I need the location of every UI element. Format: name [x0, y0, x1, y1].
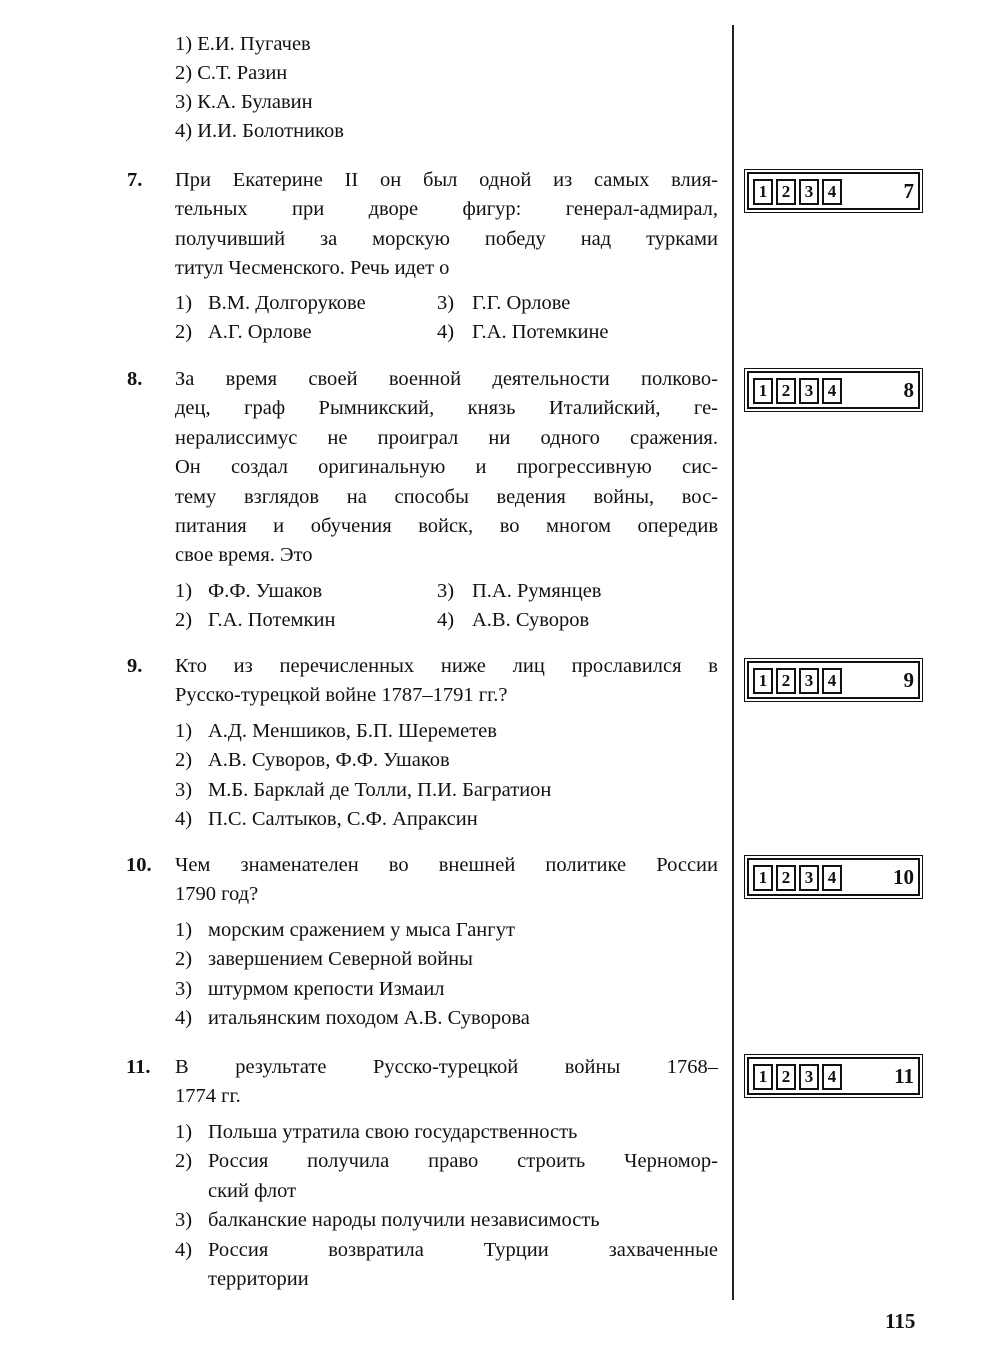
question-text-line: Кто из перечисленных ниже лиц прославился в — [175, 655, 718, 677]
option-number: 2) — [175, 1150, 193, 1173]
answer-cell-4[interactable]: 4 — [822, 179, 842, 205]
answer-cell-3[interactable]: 3 — [799, 1064, 819, 1090]
option-text: итальянским походом А.В. Суворова — [208, 1007, 530, 1030]
option-text: Россия возвратила Турции захваченные — [208, 1238, 718, 1261]
option-number: 4) — [175, 1238, 193, 1261]
question-text-line: тельных при дворе фигур: генерал-адмирал, — [175, 198, 718, 221]
option-text: завершением Северной войны — [208, 948, 473, 971]
option-text: балканские народы получили независимость — [208, 1209, 600, 1232]
question-text-line: В результате Русско-турецкой войны 1768– — [175, 1056, 718, 1078]
answer-cell-3[interactable]: 3 — [799, 668, 819, 694]
option-number: 2) — [175, 749, 193, 772]
option-number: 1) — [175, 919, 193, 941]
option-text: А.Г. Орлове — [208, 321, 312, 344]
answer-cell-2[interactable]: 2 — [776, 865, 796, 891]
answer-cells — [753, 378, 842, 404]
answer-cell-2[interactable]: 2 — [776, 668, 796, 694]
question-number: 9. — [127, 655, 143, 677]
question-number: 10. — [126, 854, 152, 876]
option-text: Г.Г. Орлове — [472, 292, 571, 314]
answer-cell-1[interactable]: 1 — [753, 1064, 773, 1090]
answer-cells — [753, 1064, 842, 1090]
question-text-line: При Екатерине II он был одной из самых влия- — [175, 169, 718, 191]
answer-box — [747, 371, 920, 409]
answer-box-number: 10 — [893, 865, 914, 889]
option-number: 1) — [175, 580, 193, 602]
answer-box-number: 11 — [894, 1064, 914, 1088]
answer-cell-1[interactable]: 1 — [753, 668, 773, 694]
question-text-line: Он создал оригинальную и прогрессивную сис- — [175, 456, 718, 479]
option-number: 3) — [175, 1209, 193, 1232]
question-text-line: дец, граф Рымникский, князь Италийский, ге- — [175, 397, 718, 420]
option-number: 2) — [175, 321, 193, 344]
option-number: 4) — [175, 808, 193, 831]
question-text-line: питания и обучения войск, во многом опередив — [175, 515, 718, 537]
answer-box-number: 9 — [903, 668, 914, 692]
question-number: 7. — [127, 169, 143, 191]
option-number: 4) — [437, 609, 455, 632]
option-text: морским сражением у мыса Гангут — [208, 919, 515, 941]
option-number: 3) — [437, 292, 455, 314]
question-text-line: 1774 гг. — [175, 1085, 241, 1108]
column-divider — [732, 25, 734, 1300]
question-text-line: получивший за морскую победу над турками — [175, 227, 718, 250]
option-line: 4) И.И. Болотников — [175, 120, 344, 142]
option-text: Польша утратила свою государственность — [208, 1121, 578, 1143]
answer-cell-4[interactable]: 4 — [822, 668, 842, 694]
answer-cells — [753, 179, 842, 205]
question-number: 11. — [126, 1056, 151, 1078]
option-number: 3) — [175, 977, 193, 1000]
answer-cells — [753, 668, 842, 694]
option-line: 3) К.А. Булавин — [175, 91, 313, 113]
answer-cell-1[interactable]: 1 — [753, 865, 773, 891]
answer-box-number: 8 — [903, 378, 914, 402]
option-text: В.М. Долгорукове — [208, 292, 366, 314]
option-text: П.А. Румянцев — [472, 580, 602, 602]
answer-cell-4[interactable]: 4 — [822, 378, 842, 404]
option-line: 2) С.Т. Разин — [175, 62, 288, 84]
option-number: 4) — [437, 321, 455, 344]
option-number: 3) — [175, 778, 193, 801]
answer-box — [747, 858, 920, 896]
option-number: 4) — [175, 1007, 193, 1030]
option-number: 3) — [437, 580, 455, 602]
option-text: А.В. Суворов — [472, 609, 590, 632]
answer-box — [747, 1057, 920, 1095]
option-number: 1) — [175, 1121, 193, 1143]
answer-box — [747, 172, 920, 210]
option-text: А.Д. Меншиков, Б.П. Шереметев — [208, 720, 497, 742]
option-text: Г.А. Потемкине — [472, 321, 609, 344]
question-text-line: титул Чесменского. Речь идет о — [175, 257, 450, 280]
answer-cell-4[interactable]: 4 — [822, 1064, 842, 1090]
answer-box-number: 7 — [903, 179, 914, 203]
option-number: 1) — [175, 720, 193, 742]
question-text-line: тему взглядов на способы ведения войны, вос- — [175, 485, 718, 508]
option-text: ский флот — [208, 1179, 297, 1202]
question-number: 8. — [127, 368, 143, 390]
question-text-line: Чем знаменателен во внешней политике России — [175, 854, 718, 876]
page-number: 115 — [885, 1309, 916, 1333]
question-text-line: Русско-турецкой войне 1787–1791 гг.? — [175, 684, 508, 707]
answer-cell-4[interactable]: 4 — [822, 865, 842, 891]
answer-cell-3[interactable]: 3 — [799, 378, 819, 404]
option-number: 1) — [175, 292, 193, 314]
option-text: М.Б. Барклай де Толли, П.И. Багратион — [208, 778, 552, 801]
answer-cell-2[interactable]: 2 — [776, 378, 796, 404]
answer-box — [747, 661, 920, 699]
option-number: 2) — [175, 948, 193, 971]
option-text: А.В. Суворов, Ф.Ф. Ушаков — [208, 749, 450, 772]
option-text: Г.А. Потемкин — [208, 609, 336, 632]
question-text-line: нералиссимус не проиграл ни одного сражения. — [175, 426, 718, 449]
option-text: П.С. Салтыков, С.Ф. Апраксин — [208, 808, 478, 831]
answer-cell-2[interactable]: 2 — [776, 179, 796, 205]
answer-cell-1[interactable]: 1 — [753, 179, 773, 205]
question-text-line: 1790 год? — [175, 883, 259, 906]
answer-cell-3[interactable]: 3 — [799, 865, 819, 891]
option-text: Россия получила право строить Черномор- — [208, 1150, 718, 1173]
answer-cells — [753, 865, 842, 891]
answer-cell-3[interactable]: 3 — [799, 179, 819, 205]
option-number: 2) — [175, 609, 193, 632]
option-text: Ф.Ф. Ушаков — [208, 580, 323, 602]
answer-cell-2[interactable]: 2 — [776, 1064, 796, 1090]
question-text-line: За время своей военной деятельности полково- — [175, 368, 718, 390]
option-text: штурмом крепости Измаил — [208, 977, 445, 1000]
option-text: территории — [208, 1268, 309, 1290]
question-text-line: свое время. Это — [175, 544, 313, 567]
option-line: 1) Е.И. Пугачев — [175, 33, 311, 55]
answer-cell-1[interactable]: 1 — [753, 378, 773, 404]
